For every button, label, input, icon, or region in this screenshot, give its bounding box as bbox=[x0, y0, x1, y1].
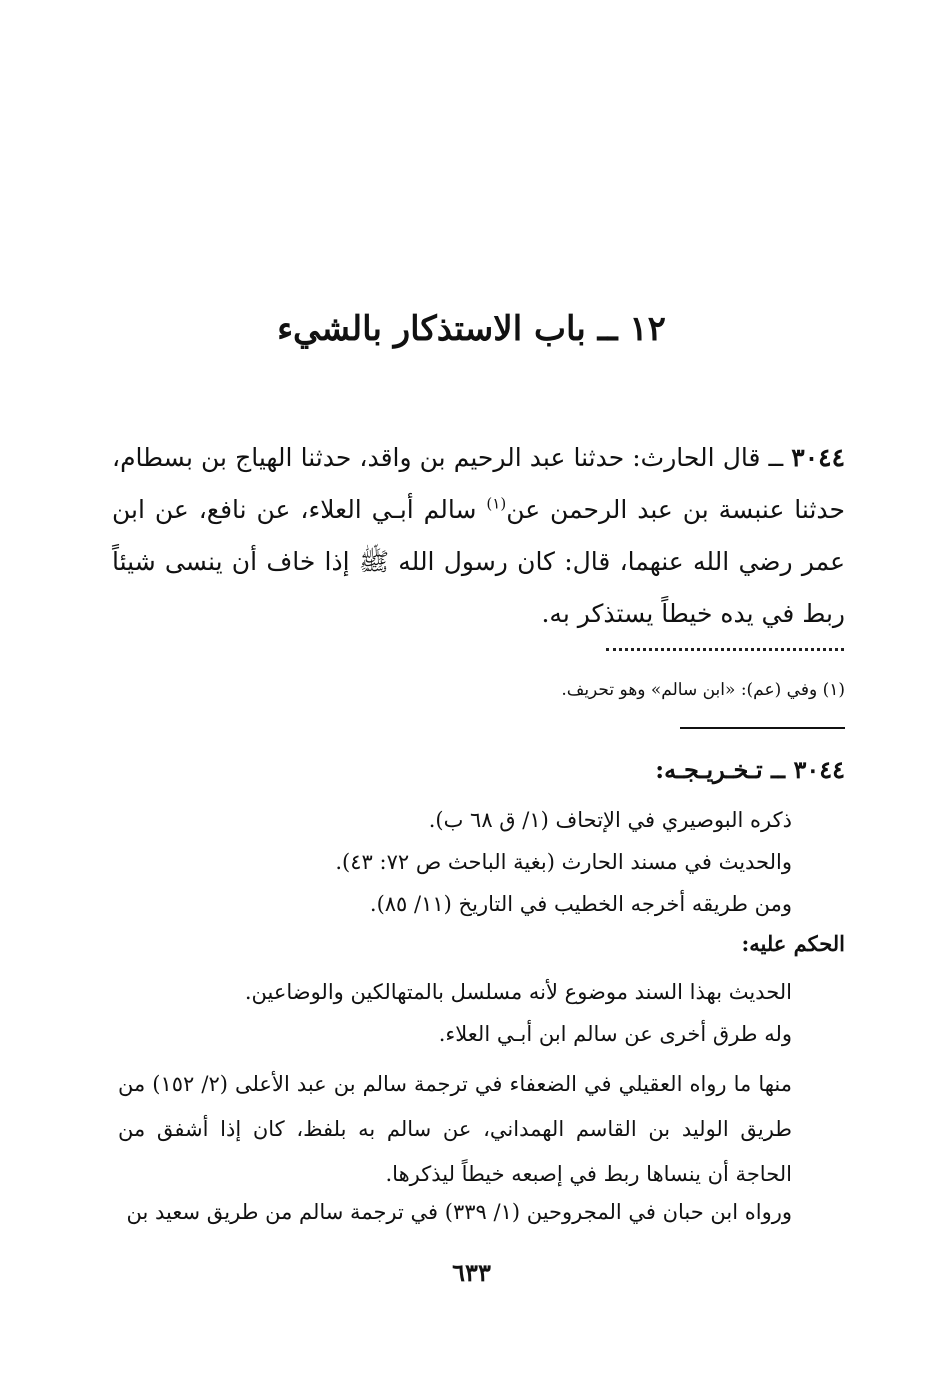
hadith-text bbox=[112, 432, 845, 640]
hukm-last-line: ورواه ابن حبان في المجروحين (١/ ٣٣٩) في ترجمة سالم من طريق سعيد بن bbox=[126, 1200, 792, 1224]
hadith-text-part-1: ــ قال الحارث: حدثنا عبد الرحيم بن واقد، حدثنا الهياج بن بسطام، حدثنا عنبسة بن عبد الرحمن عن bbox=[112, 443, 845, 524]
footnote-marker[interactable]: (١) bbox=[486, 494, 507, 513]
hukm-line-2: وله طرق أخرى عن سالم ابن أبـي العلاء. bbox=[438, 1022, 792, 1046]
footnote-separator bbox=[606, 648, 844, 651]
takhrij-line-1: ذكره البوصيري في الإتحاف (١/ ق ٦٨ ب). bbox=[428, 808, 792, 832]
section-divider bbox=[680, 727, 845, 729]
hukm-heading: الحكم عليه: bbox=[741, 931, 845, 956]
takhrij-line-3: ومن طريقه أخرجه الخطيب في التاريخ (١١/ ٨٥). bbox=[369, 892, 792, 916]
hadith-text-part-2: سالم أبـي العلاء، عن نافع، عن ابن عمر رضي الله عنهما، قال: كان رسول الله ﷺ إذا خاف أن ينسى شيئاً ربط في يده خيطاً يستذكر به. bbox=[112, 495, 845, 628]
footnote: (١) وفي (عم): «ابن سالم» وهو تحريف. bbox=[561, 680, 845, 700]
hukm-paragraph: منها ما رواه العقيلي في الضعفاء في ترجمة سالم بن عبد الأعلى (٢/ ١٥٢) من طريق الوليد بن القاسم الهمداني، عن سالم به بلفظ، كان إذا أشفق من الحاجة أن ينساها ربط في إصبعه خيطاً ليذكرها. bbox=[118, 1072, 792, 1186]
page-number: ٦٣٣ bbox=[452, 1258, 491, 1287]
takhrij-heading: ٣٠٤٤ ــ تـخـريـجـه: bbox=[655, 755, 845, 784]
hukm-line-1: الحديث بهذا السند موضوع لأنه مسلسل بالمتهالكين والوضاعين. bbox=[244, 980, 792, 1004]
takhrij-line-2: والحديث في مسند الحارث (بغية الباحث ص ٧٢: ٤٣). bbox=[335, 850, 792, 874]
chapter-title: ١٢ ــ باب الاستذكار بالشيء bbox=[277, 309, 666, 349]
hadith-number: ٣٠٤٤ bbox=[791, 443, 845, 472]
